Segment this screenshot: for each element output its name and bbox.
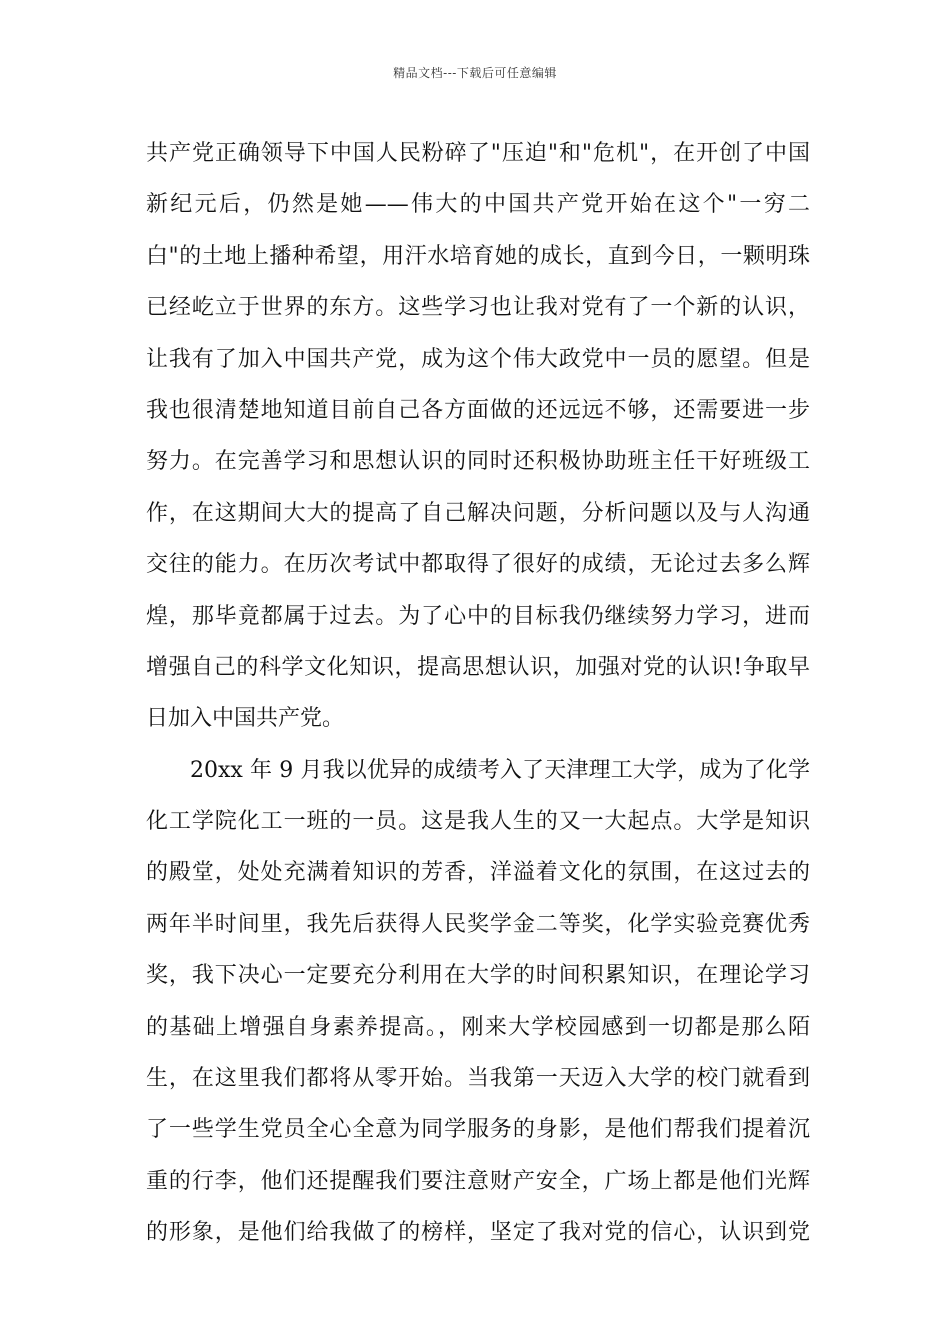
- paragraph-2: [146, 745, 810, 1259]
- text-line: 20xx 年 9 月我以优异的成绩考入了天津理工大学，成为了化学: [190, 757, 810, 783]
- text-line: 的殿堂，处处充满着知识的芳香，洋溢着文化的氛围，在这过去的: [146, 860, 810, 886]
- header-note: 精品文档---下载后可任意编辑: [393, 66, 557, 80]
- text-line: 我也很清楚地知道目前自己各方面做的还远远不够，还需要进一步: [146, 397, 810, 423]
- text-line: 生，在这里我们都将从零开始。当我第一天迈入大学的校门就看到: [146, 1066, 810, 1092]
- text-line: 增强自己的科学文化知识，提高思想认识，加强对党的认识!争取早: [146, 654, 810, 680]
- paragraph-1: [146, 128, 810, 745]
- text-line: 化工学院化工一班的一员。这是我人生的又一大起点。大学是知识: [146, 809, 810, 835]
- text-line: 了一些学生党员全心全意为同学服务的身影，是他们帮我们提着沉: [146, 1117, 810, 1143]
- document-body: [146, 128, 810, 1259]
- text-line: 共产党正确领导下中国人民粉碎了"压迫"和"危机"，在开创了中国: [146, 141, 810, 166]
- text-line: 交往的能力。在历次考试中都取得了很好的成绩，无论过去多么辉: [146, 552, 810, 578]
- text-line: 日加入中国共产党。: [146, 706, 345, 732]
- text-line: 奖，我下决心一定要充分利用在大学的时间积累知识，在理论学习: [146, 963, 810, 989]
- text-line: 已经屹立于世界的东方。这些学习也让我对党有了一个新的认识，: [146, 295, 810, 321]
- text-line: 作，在这期间大大的提高了自己解决问题，分析问题以及与人沟通: [146, 500, 810, 526]
- text-line: 新纪元后，仍然是她——伟大的中国共产党开始在这个"一穷二: [146, 192, 810, 218]
- text-line: 煌，那毕竟都属于过去。为了心中的目标我仍继续努力学习，进而: [146, 603, 810, 629]
- text-line: 两年半时间里，我先后获得人民奖学金二等奖，化学实验竞赛优秀: [146, 911, 810, 937]
- text-line: 重的行李，他们还提醒我们要注意财产安全，广场上都是他们光辉: [146, 1168, 810, 1194]
- text-line: 白"的土地上播种希望，用汗水培育她的成长，直到今日，一颗明珠: [146, 243, 810, 269]
- text-line: 的基础上增强自身素养提高。，刚来大学校园感到一切都是那么陌: [146, 1014, 810, 1040]
- text-line: 的形象，是他们给我做了的榜样，坚定了我对党的信心，认识到党: [146, 1220, 810, 1246]
- text-line: 让我有了加入中国共产党，成为这个伟大政党中一员的愿望。但是: [146, 346, 810, 372]
- text-line: 努力。在完善学习和思想认识的同时还积极协助班主任干好班级工: [146, 449, 810, 475]
